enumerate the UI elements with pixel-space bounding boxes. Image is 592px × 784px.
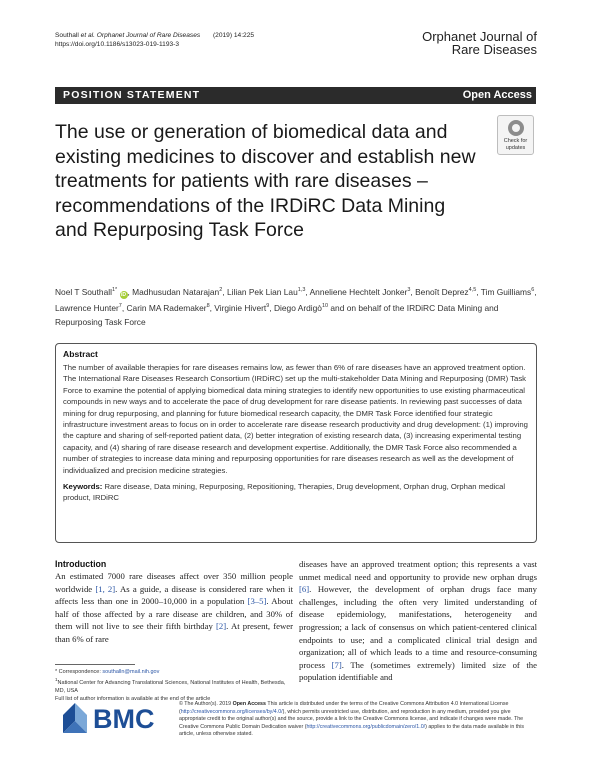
open-access-label: Open Access — [462, 89, 532, 101]
author-affiliation-marker: 2 — [219, 287, 223, 293]
journal-name — [422, 30, 537, 56]
correspondence-label: * Correspondence: — [55, 669, 103, 675]
author-affiliation-marker: 10 — [321, 302, 329, 309]
abstract-body: The number of available therapies for rare diseases remains low, as fewer than 6% of rare diseases have an approved treatment option. The International Rare Diseases Research Consortium (IRDiRC) set up the multi-stakeholder Data Mining and Repurposing (DMR) Task Force to examine the potential of applying biomedical data mining strategies to identify new opportunities to use existing pharmaceutical compounds in new ways and to accelerate the pace of drug development for rare disease patients. In reviewing past successes of data mining for drug repurposing, and planning for future biomedical research capacity, the DMR Task Force identified four strategic infrastructure investment areas to focus on in order to accelerate rare disease research productivity and drug development: (1) improving the capture and sharing of self-reported patient data, (2) better integration of existing research data, (3) increasing experimental testing capacity, and (4) sharing of rare disease research and development expertise. Additionally, the DMR Task Force also recommended a number of strategies to increase data mining and repurposing opportunities for rare diseases research as well as the development of individualized and precision medicine strategies. — [63, 363, 528, 475]
check-updates-line-2: updates — [505, 144, 526, 151]
author-affiliation-marker: 9 — [266, 302, 270, 309]
citation-link[interactable]: [6] — [299, 584, 310, 595]
full-list-note: Full list of author information is available at the end of the article — [55, 695, 211, 702]
bmc-logo-text: BMC — [93, 704, 155, 733]
affiliation-text: National Center for Advancing Translational Sciences, National Institutes of Health, Bethesda, MD, USA — [55, 679, 286, 694]
author-affiliation-marker: 8 — [206, 302, 210, 309]
body-column-left — [55, 558, 293, 646]
footnote-divider — [55, 664, 135, 665]
check-updates-icon — [508, 120, 524, 136]
citation-authors: Southall — [55, 32, 81, 39]
author-affiliation-marker: 1,3 — [297, 287, 306, 293]
bmc-logo — [63, 703, 171, 733]
abstract-box — [55, 343, 537, 543]
correspondence-email[interactable]: southalln@mail.nih.gov — [102, 669, 160, 675]
author-affiliation-marker: 1* — [111, 287, 118, 293]
footnotes — [55, 668, 290, 703]
check-for-updates-badge[interactable] — [497, 115, 534, 155]
author-affiliation-marker: 3 — [407, 287, 411, 293]
body-column-right — [299, 558, 537, 684]
public-domain-link[interactable]: http://creativecommons.org/publicdomain/zero/1.0/ — [306, 723, 426, 730]
author-affiliation-marker: 4,5 — [468, 287, 477, 293]
author-name: , Lawrence Hunter — [55, 286, 537, 313]
check-updates-line-1: Check for — [503, 138, 528, 144]
license-open-access: Open Access — [232, 701, 266, 707]
journal-name-line-1: Orphanet Journal of — [422, 29, 537, 44]
article-type-banner — [55, 87, 536, 104]
author-group: and on behalf of the IRDiRC Data Mining and Repurposing Task Force — [55, 302, 499, 327]
citation-doi[interactable]: https://doi.org/10.1186/s13023-019-1193-3 — [55, 41, 180, 48]
article-title: The use or generation of biomedical data and existing medicines to discover and establish new treatments for patients with rare diseases – recommendations of the IRDiRC Data Mining and Repurposing Task Force — [55, 121, 476, 241]
article-type: POSITION STATEMENT — [63, 89, 201, 101]
author-name: , Carin MA Rademaker — [121, 302, 207, 313]
citation-header — [55, 31, 254, 49]
citation-volume: (2019) 14:225 — [200, 32, 255, 39]
author-name: Noel T Southall — [55, 286, 112, 297]
keywords-list: Rare disease, Data mining, Repurposing, Repositioning, Therapies, Drug development, Orphan drug, Orphan medical product, IRDiRC — [63, 482, 506, 503]
license-link[interactable]: http://creativecommons.org/licenses/by/4.0/ — [180, 708, 283, 715]
author-name: , Madhusudan Natarajan — [127, 286, 220, 297]
citation-journal: et al. Orphanet Journal of Rare Diseases — [80, 32, 201, 39]
author-affiliation-marker: 6 — [531, 287, 535, 293]
orcid-icon[interactable]: iD — [121, 291, 126, 298]
keywords — [63, 481, 529, 504]
affiliation-marker: 1 — [55, 677, 58, 682]
section-heading-introduction: Introduction — [55, 559, 107, 569]
author-name: , Anneliene Hechtelt Jonker — [305, 286, 408, 297]
author-name: , Benoît Deprez — [410, 286, 469, 297]
license-statement: © The Author(s). 2019 Open Access This article is distributed under the terms of the Creative Commons Attribution 4.0 International License (http://creativecommons.org/licenses/by/4.0/), which permits unrestricted use, distribution, and reproduction in any medium, provided you give appropriate credit to the original author(s) and the source, provide a link to the Creative Commons license, and indicate if changes were made. The Creative Commons Public Domain Dedication waiver (http://creativecommons.org/publicdomain/zero/1.0/) applies to the data made available in this article, unless otherwise stated. — [179, 701, 525, 738]
author-name: , Diego Ardigò — [269, 302, 322, 313]
author-name: , Lilian Pek Lian Lau — [222, 286, 298, 297]
citation-link[interactable]: [7] — [331, 659, 342, 670]
citation-link[interactable]: [2] — [216, 621, 227, 632]
intro-paragraph: An estimated 7000 rare diseases affect over 350 million people worldwide [1, 2]. As a guide, a disease is considered rare when it affects less than one in 2000–10,000 in a population [3–5]. About half of those affected by a rare disease are children, and 30% of them will not live to see their fifth birthday [2]. At present, fewer than 6% of rare — [55, 571, 293, 644]
journal-name-line-2: Rare Diseases — [451, 42, 537, 57]
intro-paragraph-continued: diseases have an approved treatment option; this represents a vast unmet medical need and opportunity to provide new orphan drugs [6]. However, the development of orphan drugs face many challenges, including the often very limited understanding of disease epidemiology, manifestations, heterogeneity and progression; a lack of consensus on which patient-centered clinical endpoints to use; and a complicated clinical trial design and organization; all of which leads to a time and resource-consuming process [7]. The (sometimes extremely) limited size of the population identifiable and — [299, 559, 537, 683]
author-affiliation-marker: 7 — [118, 302, 122, 309]
citation-link[interactable]: [3–5] — [247, 596, 267, 607]
citation-link[interactable]: [1, 2] — [95, 583, 116, 594]
abstract-heading: Abstract — [63, 349, 98, 359]
keywords-label: Keywords: — [63, 482, 103, 492]
author-list — [55, 283, 537, 329]
author-name: , Tim Guilliams — [476, 286, 532, 297]
author-name: , Virginie Hivert — [209, 302, 267, 313]
